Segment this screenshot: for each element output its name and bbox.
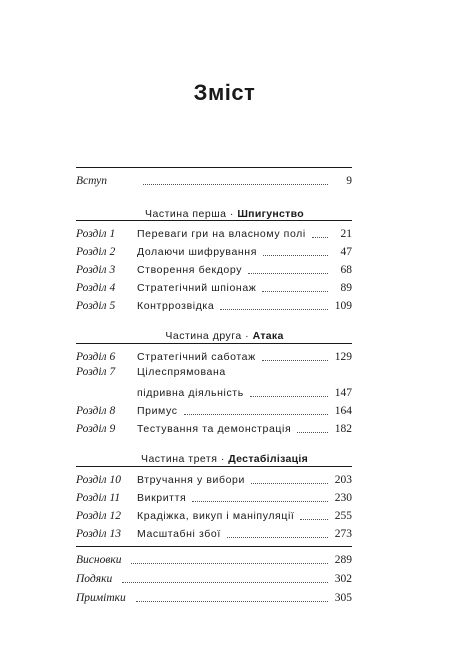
- entry-label: Розділ 3: [76, 264, 116, 276]
- entry-page: 305: [334, 592, 352, 604]
- entry-label: Розділ 9: [76, 423, 116, 435]
- dot-leader: [131, 562, 328, 564]
- dot-leader: [192, 500, 328, 502]
- entry-title: Втручання у вибори: [137, 474, 245, 486]
- entry-title-line-2: підривна діяльність: [137, 387, 244, 399]
- part-prefix: Частина друга: [165, 330, 242, 342]
- entry-page: 68: [340, 264, 352, 276]
- entry-page: 302: [334, 573, 352, 585]
- dot-leader: [227, 536, 328, 538]
- entry-title: Контррозвідка: [137, 300, 215, 312]
- entry-title: Стратегічний саботаж: [137, 351, 256, 363]
- entry-label: Розділ 13: [76, 528, 121, 540]
- entry-title: Тестування та демонстрація: [137, 423, 292, 435]
- entry-page: 21: [340, 228, 352, 240]
- part-prefix: Частина перша: [145, 208, 227, 220]
- part-heading-1: [0, 208, 449, 220]
- dot-leader: [184, 413, 328, 415]
- entry-label: Вступ: [76, 175, 108, 187]
- toc-entry-conclusions[interactable]: [76, 549, 352, 567]
- toc-entry-chapter-5[interactable]: [76, 295, 352, 313]
- entry-label: Подяки: [76, 573, 113, 585]
- dot-leader: [262, 290, 328, 292]
- entry-page: 129: [334, 351, 352, 363]
- toc-entry-chapter-1[interactable]: [76, 223, 352, 241]
- part-heading-3: [0, 453, 449, 465]
- entry-title-line-1: Цілеспрямована: [137, 366, 226, 378]
- entry-label: Розділ 6: [76, 351, 116, 363]
- entry-page: 203: [334, 474, 352, 486]
- entry-label: Розділ 11: [76, 492, 121, 504]
- entry-label: Розділ 12: [76, 510, 121, 522]
- divider: [76, 167, 352, 168]
- entry-page: 47: [340, 246, 352, 258]
- toc-entry-chapter-9[interactable]: [76, 418, 352, 436]
- entry-label: Розділ 7: [76, 366, 116, 378]
- entry-title: Створення бекдору: [137, 264, 243, 276]
- entry-label: Примітки: [76, 592, 126, 604]
- entry-title: Долаючи шифрування: [137, 246, 257, 258]
- divider: [76, 220, 352, 221]
- divider: [76, 546, 352, 547]
- entry-label: Розділ 1: [76, 228, 116, 240]
- page-title: Зміст: [193, 80, 256, 105]
- dot-leader: [250, 395, 328, 397]
- dot-leader: [136, 600, 328, 602]
- toc-entry-chapter-4[interactable]: [76, 277, 352, 295]
- toc-entry-chapter-8[interactable]: [76, 400, 352, 418]
- toc-entry-chapter-12[interactable]: [76, 505, 352, 523]
- entry-label: Висновки: [76, 554, 122, 566]
- entry-title: Викриття: [137, 492, 187, 504]
- entry-page: 9: [346, 175, 352, 187]
- entry-title: Крадіжка, викуп і маніпуляції: [137, 510, 295, 522]
- part-prefix: Частина третя: [140, 453, 218, 465]
- entry-label: Розділ 10: [76, 474, 121, 486]
- toc-entry-chapter-3[interactable]: [76, 259, 352, 277]
- entry-title: Стратегічний шпіонаж: [137, 282, 257, 294]
- part-separator: ·: [217, 453, 229, 465]
- toc-entry-chapter-10[interactable]: [76, 469, 352, 487]
- toc-entry-chapter-7[interactable]: [76, 366, 352, 400]
- dot-leader: [248, 272, 328, 274]
- entry-label: Розділ 2: [76, 246, 116, 258]
- entry-title: Масштабні збої: [137, 528, 221, 540]
- entry-title: Переваги гри на власному полі: [137, 228, 306, 240]
- dot-leader: [263, 254, 328, 256]
- dot-leader: [220, 308, 328, 310]
- entry-label: Розділ 5: [76, 300, 116, 312]
- entry-page: 89: [340, 282, 352, 294]
- entry-page: 147: [334, 387, 352, 399]
- entry-title: Примус: [137, 405, 178, 417]
- toc-entry-acknowledgments[interactable]: [76, 568, 352, 586]
- toc-entry-chapter-6[interactable]: [76, 346, 352, 364]
- part-heading-2: [0, 330, 449, 342]
- entry-page: 273: [334, 528, 352, 540]
- entry-page: 230: [334, 492, 352, 504]
- toc-entry-intro[interactable]: [76, 170, 352, 188]
- part-name: Атака: [252, 330, 284, 342]
- entry-title-line-2-row: [137, 387, 334, 400]
- divider: [76, 466, 352, 467]
- part-name: Шпигунство: [237, 208, 304, 220]
- dot-leader: [297, 431, 328, 433]
- entry-title-block: [137, 366, 334, 400]
- entry-page: 289: [334, 554, 352, 566]
- part-separator: ·: [226, 208, 238, 220]
- entry-page: 255: [334, 510, 352, 522]
- entry-page: 182: [334, 423, 352, 435]
- dot-leader: [300, 518, 328, 520]
- toc-entry-chapter-11[interactable]: [76, 487, 352, 505]
- entry-label: Розділ 8: [76, 405, 116, 417]
- toc-entry-notes[interactable]: [76, 587, 352, 605]
- dot-leader: [262, 359, 328, 361]
- toc-entry-chapter-13[interactable]: [76, 523, 352, 541]
- dot-leader: [312, 236, 328, 238]
- entry-page: 164: [334, 405, 352, 417]
- dot-leader: [251, 482, 328, 484]
- part-separator: ·: [241, 330, 253, 342]
- toc-entry-chapter-2[interactable]: [76, 241, 352, 259]
- entry-label: Розділ 4: [76, 282, 116, 294]
- dot-leader: [122, 581, 328, 583]
- entry-page: 109: [334, 300, 352, 312]
- part-name: Дестабілізація: [228, 453, 309, 465]
- dot-leader: [143, 183, 328, 185]
- divider: [76, 343, 352, 344]
